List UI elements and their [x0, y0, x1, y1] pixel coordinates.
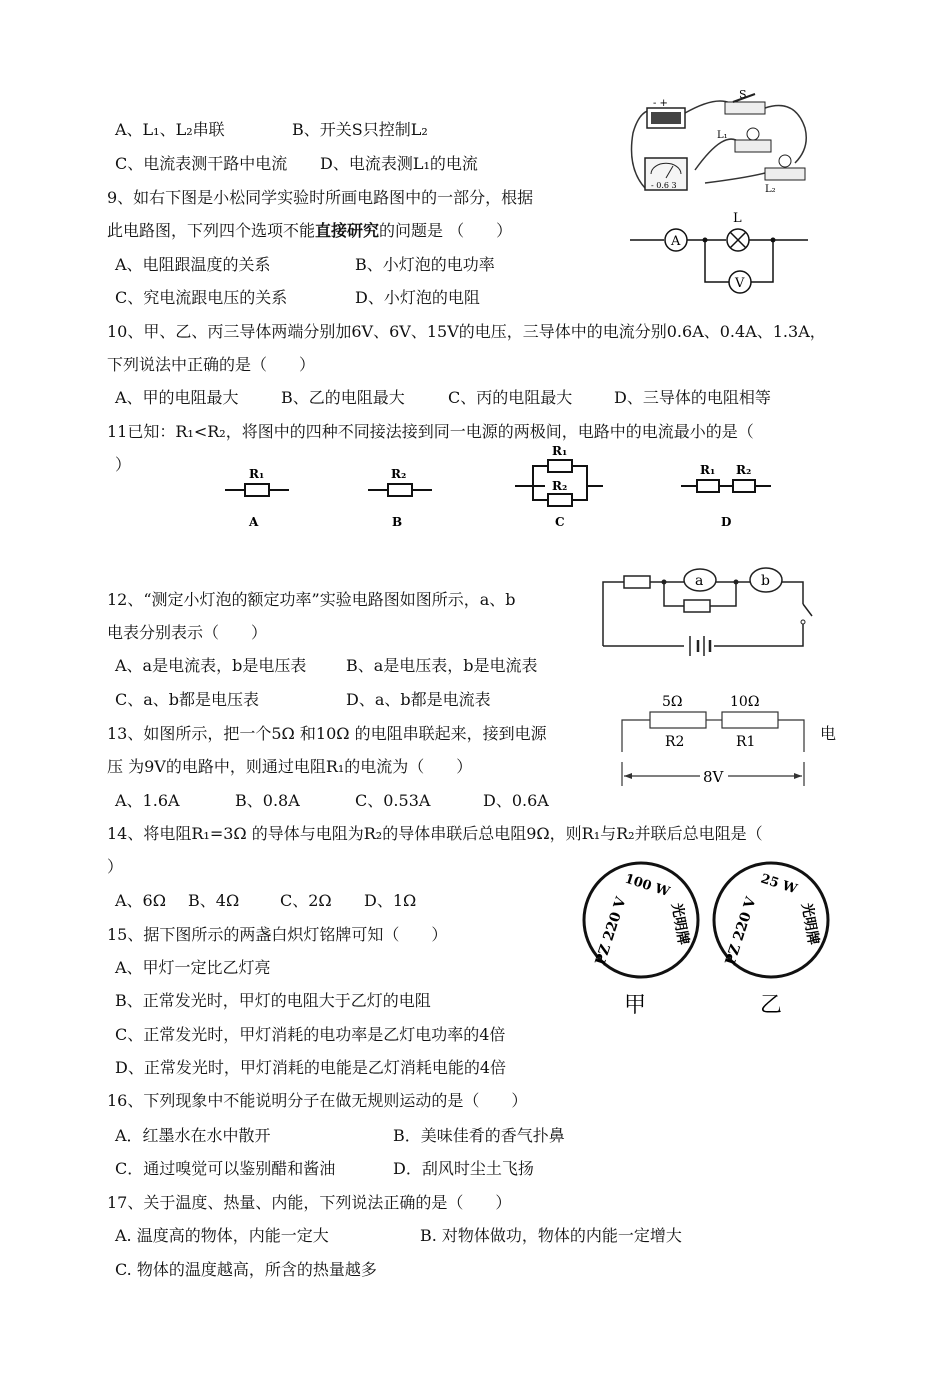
- q9-option-c: C、究电流跟电压的关系: [115, 288, 288, 307]
- q11-stem-line2: ）: [115, 455, 132, 474]
- yi-voltage: PZ 220 V: [722, 895, 760, 968]
- q11-diagram-a: [225, 467, 289, 529]
- svg-text:- 0.6 3: - 0.6 3: [651, 181, 677, 190]
- meter-a-label: a: [695, 573, 704, 589]
- q8-circuit-photo: [625, 88, 830, 198]
- q9-option-b: B、小灯泡的电功率: [355, 255, 495, 274]
- q11-c-label: C: [555, 515, 565, 529]
- q15-option-d: D、正常发光时，甲灯消耗的电能是乙灯消耗电能的4倍: [115, 1058, 507, 1077]
- q13-option-c: C、0.53A: [355, 791, 431, 810]
- ammeter-label: A: [671, 234, 681, 249]
- q17-option-c: C. 物体的温度越高，所含的热量越多: [115, 1260, 377, 1279]
- q15-option-b: B、正常发光时，甲灯的电阻大于乙灯的电阻: [115, 991, 431, 1010]
- q16-option-d: D．刮风时尘土飞扬: [393, 1159, 534, 1178]
- switch: [803, 604, 812, 616]
- q11-b-label: B: [392, 515, 403, 529]
- q16-stem: 16、下列现象中不能说明分子在做无规则运动的是（ ）: [107, 1091, 528, 1110]
- q12-circuit-diagram: [598, 562, 838, 662]
- q13-circuit-diagram: [612, 690, 832, 792]
- label-l2: L₂: [765, 184, 776, 195]
- q13-option-b: B、0.8A: [235, 791, 300, 810]
- q11-diagram-d: [681, 463, 771, 529]
- q14-stem-line2: ）: [107, 857, 124, 876]
- q9-stem-bold: 直接研究: [315, 221, 380, 240]
- voltmeter-label: V: [735, 276, 745, 291]
- q15-option-c: C、正常发光时，甲灯消耗的电功率是乙灯电功率的4倍: [115, 1025, 506, 1044]
- q10-stem-line2: 下列说法中正确的是（ ）: [107, 355, 316, 374]
- lamp-resistor: [684, 600, 710, 612]
- q14-option-d: D、1Ω: [364, 891, 417, 910]
- q15-stem: 15、据下图所示的两盏白炽灯铭牌可知（ ）: [107, 925, 448, 944]
- q9-option-a: A、电阻跟温度的关系: [115, 255, 271, 274]
- q9-stem-pre: 此电路图，下列四个选项不能: [107, 221, 316, 240]
- q11-b-r-label: R₂: [391, 467, 407, 481]
- jia-brand: 光明牌: [668, 901, 692, 947]
- q16-option-a: A．红墨水在水中散开: [115, 1126, 271, 1145]
- q11-c-r1-label: R₁: [552, 444, 568, 458]
- q14-option-a: A、6Ω: [115, 891, 167, 910]
- q13-stem-line1-tail: 电: [820, 724, 837, 743]
- q9-option-d: D、小灯泡的电阻: [355, 288, 480, 307]
- q13-option-d: D、0.6A: [483, 791, 549, 810]
- r1-value: 10Ω: [730, 694, 760, 710]
- q11-d-r2-label: R₂: [736, 463, 752, 477]
- yi-brand: 光明牌: [798, 901, 822, 947]
- q8-option-d: D、电流表测L₁的电流: [320, 154, 478, 173]
- switch-s: [725, 102, 765, 114]
- q14-option-b: B、4Ω: [188, 891, 240, 910]
- q9-stem-line2: [107, 221, 512, 241]
- r2-name: R2: [665, 734, 685, 750]
- q11-d-r1-label: R₁: [700, 463, 716, 477]
- lamp-l1: [735, 140, 771, 152]
- q15-lamp-nameplates: [578, 860, 838, 1025]
- q16-option-b: B．美味佳肴的香气扑鼻: [393, 1126, 565, 1145]
- q17-option-a: A. 温度高的物体，内能一定大: [115, 1226, 329, 1245]
- q11-diagram-b: [368, 467, 432, 529]
- q11-d-label: D: [721, 515, 732, 529]
- q12-option-d: D、a、b都是电流表: [346, 690, 491, 709]
- q16-option-c: C．通过嗅觉可以鉴别醋和酱油: [115, 1159, 336, 1178]
- q9-circuit-diagram: [630, 206, 810, 296]
- r2-value: 5Ω: [662, 694, 683, 710]
- r1-name: R1: [736, 734, 756, 750]
- q13-stem-line2: 压 为9V的电路中，则通过电阻R₁的电流为（ ）: [107, 757, 473, 776]
- jia-caption: 甲: [624, 993, 647, 1018]
- q11-resistor-diagrams: [215, 440, 775, 535]
- q8-option-b: B、开关S只控制L₂: [292, 120, 428, 139]
- q12-stem-line2: 电表分别表示（ ）: [107, 623, 268, 642]
- meter-b-label: b: [761, 573, 770, 589]
- q9-stem-post: 的问题是 （ ）: [379, 221, 513, 240]
- q11-stem-line1: 11已知：R₁<R₂，将图中的四种不同接法接到同一电源的两极间，电路中的电流最小的是（: [107, 422, 754, 441]
- q12-option-a: A、a是电流表，b是电压表: [115, 656, 307, 675]
- q10-option-a: A、甲的电阻最大: [115, 388, 239, 407]
- yi-caption: 乙: [760, 993, 783, 1018]
- q11-a-label: A: [249, 515, 259, 529]
- label-s: S: [739, 88, 747, 101]
- q14-option-c: C、2Ω: [280, 891, 332, 910]
- q17-option-b: B. 对物体做功，物体的内能一定增大: [420, 1226, 682, 1245]
- jia-rating: 100 W: [622, 871, 672, 901]
- rheostat: [624, 576, 650, 588]
- q14-stem-line1: 14、将电阻R₁=3Ω 的导体与电阻为R₂的导体串联后总电阻9Ω，则R₁与R₂并联后总电阻是（: [107, 824, 763, 843]
- q8-option-c: C、电流表测干路中电流: [115, 154, 288, 173]
- q13-stem-line1: 13、如图所示，把一个5Ω 和10Ω 的电阻串联起来，接到电源: [107, 724, 547, 743]
- q11-diagram-c: [515, 444, 603, 529]
- q13-option-a: A、1.6A: [115, 791, 180, 810]
- svg-text:- +: - +: [653, 98, 668, 109]
- q10-option-d: D、三导体的电阻相等: [614, 388, 771, 407]
- q12-stem-line1: 12、“测定小灯泡的额定功率”实验电路图如图所示，a、b: [107, 590, 516, 609]
- resistor-r1: [722, 712, 778, 728]
- q10-option-b: B、乙的电阻最大: [281, 388, 405, 407]
- q11-a-r-label: R₁: [249, 467, 265, 481]
- nameplate-jia: [584, 863, 698, 1018]
- q15-option-a: A、甲灯一定比乙灯亮: [115, 958, 271, 977]
- q9-stem-line1: 9、如右下图是小松同学实验时所画电路图中的一部分，根据: [107, 188, 534, 207]
- lamp-l2: [765, 168, 805, 180]
- q10-option-c: C、丙的电阻最大: [448, 388, 573, 407]
- q8-option-a: A、L₁、L₂串联: [115, 120, 225, 139]
- jia-voltage: PZ 220 V: [592, 895, 630, 968]
- q10-stem-line1: 10、甲、乙、丙三导体两端分别加6V、6V、15V的电压，三导体中的电流分别0.6A、0.4A、1.3A，: [107, 322, 826, 341]
- q12-option-c: C、a、b都是电压表: [115, 690, 260, 709]
- resistor-r2: [650, 712, 706, 728]
- q11-c-r2-label: R₂: [552, 479, 568, 493]
- yi-rating: 25 W: [758, 871, 799, 898]
- q17-stem: 17、关于温度、热量、内能，下列说法正确的是（ ）: [107, 1193, 512, 1212]
- source-voltage: 8V: [703, 768, 724, 786]
- lamp-label: L: [733, 211, 742, 226]
- q12-option-b: B、a是电压表，b是电流表: [346, 656, 538, 675]
- label-l1: L₁: [717, 130, 728, 141]
- nameplate-yi: [714, 863, 828, 1018]
